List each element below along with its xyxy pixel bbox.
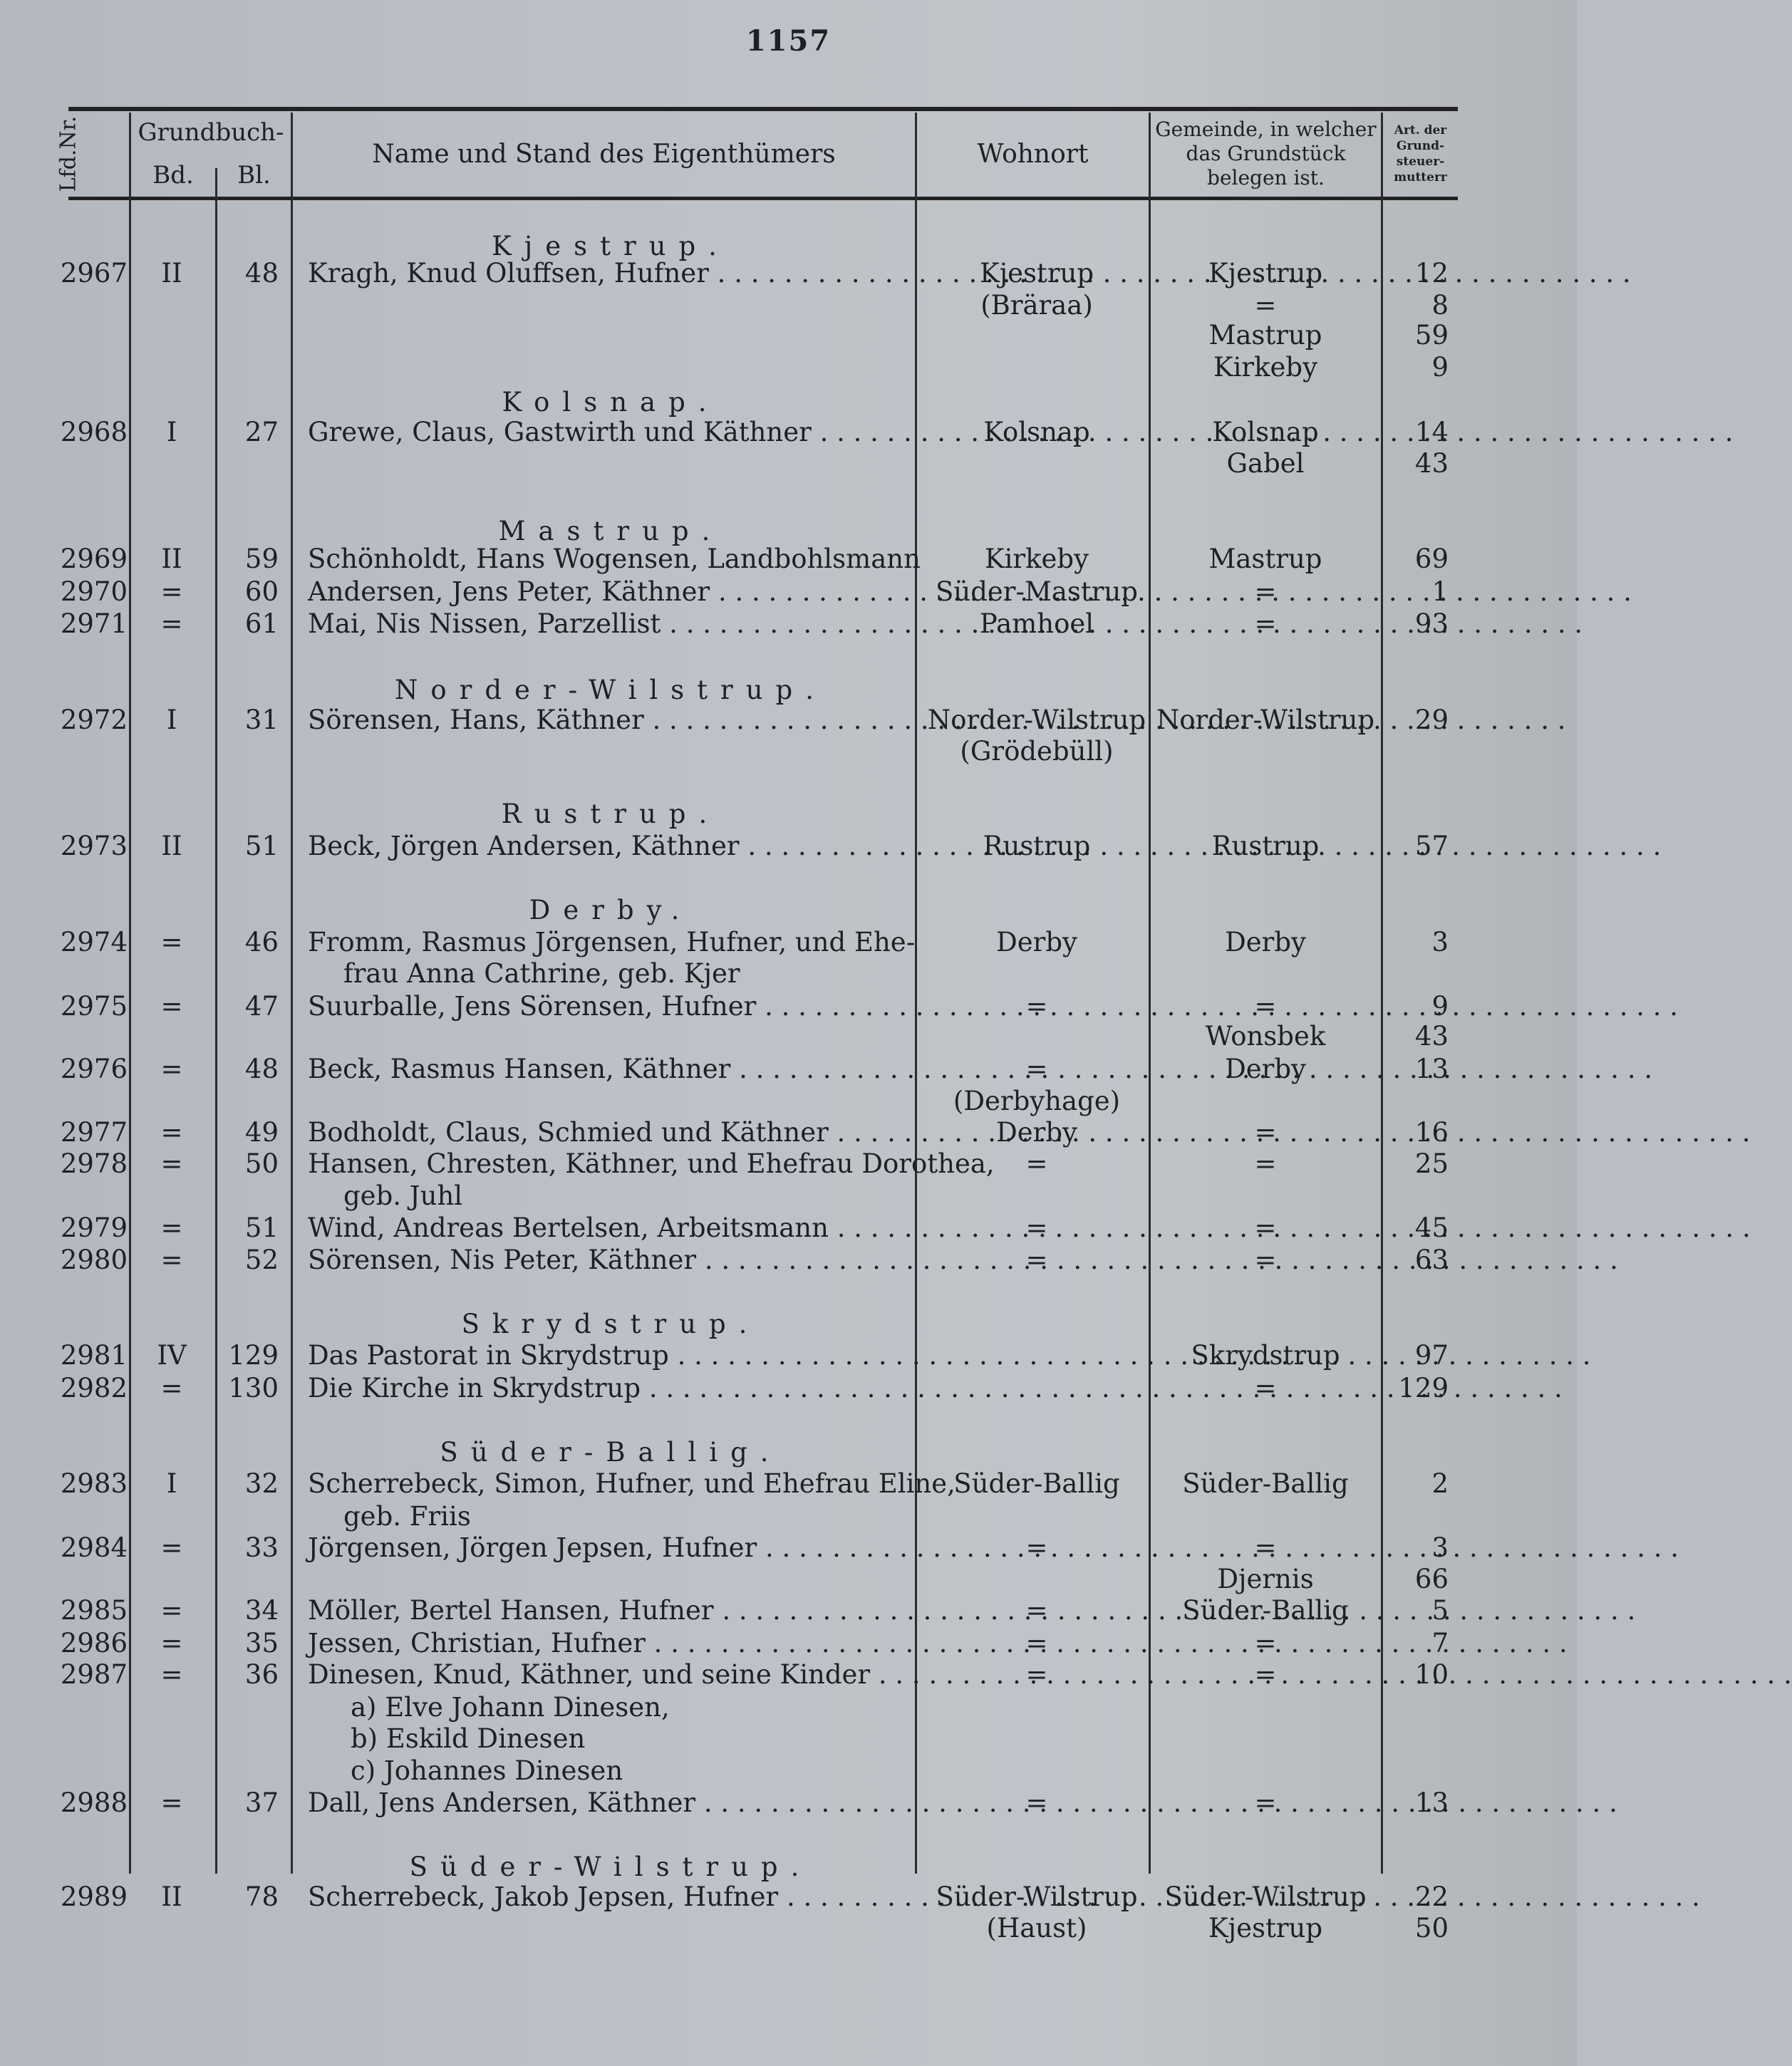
cell-gemeinde: Süder-Ballig (1182, 1595, 1349, 1626)
cell-wohnort: (Derbyhage) (953, 1086, 1121, 1116)
cell-art: 13 (1414, 1054, 1449, 1084)
section-heading: Süder-Ballig. (440, 1437, 782, 1468)
cell-nr: 2978 (60, 1148, 128, 1179)
table-row (0, 319, 1577, 352)
cell-wohnort: Norder-Wilstrup (927, 705, 1146, 735)
cell-name: geb. Juhl (343, 1180, 463, 1211)
cell-bd: II (161, 1881, 182, 1912)
header-wohnort (917, 111, 1149, 197)
table-row (0, 830, 1577, 863)
section-heading: Norder-Wilstrup. (395, 675, 827, 705)
cell-wohnort: = (1025, 1213, 1048, 1243)
table-row (0, 1116, 1577, 1149)
table-row (0, 1755, 1577, 1787)
cell-bd: = (160, 1054, 183, 1084)
cell-name: Sörensen, Nis Peter, Käthner . . . (308, 1244, 913, 1277)
cell-name: Sörensen, Hans, Käthner . . . (308, 704, 913, 737)
cell-bd: = (160, 1245, 183, 1275)
table-row (0, 1148, 1577, 1180)
cell-bl: 49 (244, 1117, 279, 1148)
cell-nr: 2970 (60, 576, 128, 607)
cell-gemeinde: = (1254, 1628, 1277, 1658)
cell-art: 66 (1414, 1564, 1449, 1594)
cell-bd: IV (157, 1340, 187, 1371)
cell-art: 3 (1431, 1532, 1449, 1563)
cell-art: 13 (1414, 1787, 1449, 1818)
cell-bl: 36 (244, 1659, 279, 1690)
cell-name: Grewe, Claus, Gastwirth und Käthner . . . (308, 416, 913, 449)
cell-art: 5 (1431, 1595, 1449, 1626)
cell-bd: I (166, 1468, 177, 1499)
header-art-line: steuer- (1396, 155, 1445, 169)
cell-wohnort: = (1025, 1245, 1048, 1275)
cell-bl: 51 (244, 1213, 279, 1243)
cell-bl: 48 (244, 1054, 279, 1084)
table-row (0, 257, 1577, 290)
cell-nr: 2981 (60, 1340, 128, 1371)
header-bd-label: Bd. (152, 161, 194, 190)
cell-gemeinde: Djernis (1217, 1564, 1314, 1594)
cell-gemeinde: Süder-Wilstrup (1164, 1881, 1367, 1912)
cell-gemeinde: Wonsbek (1205, 1021, 1326, 1052)
cell-wohnort: Süder-Ballig (953, 1468, 1120, 1499)
cell-name: Bodholdt, Claus, Schmied und Käthner . . . (308, 1116, 913, 1149)
cell-bd: = (160, 1659, 183, 1690)
cell-wohnort: = (1025, 1787, 1048, 1818)
cell-name: c) Johannes Dinesen (351, 1755, 623, 1786)
table-row (0, 447, 1577, 480)
section-heading: Skrydstrup. (461, 1309, 760, 1339)
cell-gemeinde: = (1254, 576, 1277, 607)
header-bl-label: Bl. (237, 161, 271, 190)
cell-bd: I (166, 705, 177, 735)
cell-art: 45 (1414, 1213, 1449, 1243)
cell-gemeinde: Süder-Ballig (1182, 1468, 1349, 1499)
cell-art: 59 (1414, 320, 1449, 351)
cell-gemeinde: Kolsnap (1212, 417, 1319, 447)
header-name (293, 111, 915, 197)
header-bottom-rule (68, 197, 1458, 200)
cell-bd: I (166, 417, 177, 447)
cell-nr: 2989 (60, 1881, 128, 1912)
cell-gemeinde: Gabel (1226, 448, 1305, 479)
cell-gemeinde: Derby (1225, 1054, 1306, 1084)
cell-gemeinde: Mastrup (1208, 544, 1322, 574)
cell-art: 2 (1431, 1468, 1449, 1499)
cell-wohnort: = (1025, 1532, 1048, 1563)
table-row (0, 957, 1577, 990)
section-heading: Mastrup. (498, 516, 723, 546)
cell-art: 97 (1414, 1340, 1449, 1371)
cell-art: 9 (1431, 352, 1449, 383)
cell-nr: 2968 (60, 417, 128, 447)
table-row (0, 1244, 1577, 1277)
table-row (0, 1468, 1577, 1500)
cell-name: Kragh, Knud Oluffsen, Hufner . . . (308, 257, 913, 290)
cell-gemeinde: = (1254, 1117, 1277, 1148)
cell-bl: 37 (244, 1787, 279, 1818)
cell-art: 93 (1414, 608, 1449, 639)
cell-wohnort: Süder-Mastrup (936, 576, 1138, 607)
table-row (0, 1372, 1577, 1405)
cell-wohnort: Pamhoel (979, 608, 1094, 639)
cell-nr: 2986 (60, 1628, 128, 1658)
table-row (0, 1212, 1577, 1245)
header-name-label: Name und Stand des Eigenthümers (372, 139, 836, 169)
table-row (0, 543, 1577, 576)
cell-bl: 52 (244, 1245, 279, 1275)
cell-gemeinde: = (1254, 1245, 1277, 1275)
header-art (1383, 111, 1458, 197)
cell-nr: 2980 (60, 1245, 128, 1275)
cell-bl: 34 (244, 1595, 279, 1626)
cell-name: Wind, Andreas Bertelsen, Arbeitsmann . . . (308, 1212, 913, 1245)
cell-wohnort: Kjestrup (979, 258, 1094, 289)
cell-name: a) Elve Johann Dinesen, (351, 1692, 670, 1723)
header-art-line: mutterr (1394, 170, 1447, 185)
cell-bd: II (161, 544, 182, 574)
cell-art: 1 (1431, 576, 1449, 607)
cell-gemeinde: Derby (1225, 927, 1306, 957)
cell-name: b) Eskild Dinesen (351, 1723, 586, 1754)
cell-gemeinde: Kjestrup (1208, 258, 1323, 289)
cell-name: Mai, Nis Nissen, Parzellist . . . (308, 608, 913, 640)
cell-name: Suurballe, Jens Sörensen, Hufner . . . (308, 990, 913, 1023)
cell-art: 43 (1414, 1021, 1449, 1052)
cell-gemeinde: Kjestrup (1208, 1913, 1323, 1943)
cell-bd: = (160, 927, 183, 957)
cell-wohnort: Rustrup (983, 831, 1091, 861)
cell-gemeinde: Skrydstrup (1191, 1340, 1340, 1371)
table-row (0, 1020, 1577, 1053)
section-heading: Rustrup. (501, 799, 720, 829)
cell-gemeinde: Kirkeby (1213, 352, 1318, 383)
header-gemeinde (1151, 111, 1381, 197)
cell-wohnort: (Grödebüll) (960, 736, 1114, 767)
table-row (0, 576, 1577, 608)
table-row (0, 1085, 1577, 1118)
cell-nr: 2985 (60, 1595, 128, 1626)
cell-bd: = (160, 991, 183, 1022)
section-heading: Süder-Wilstrup. (409, 1852, 812, 1882)
cell-name: Scherrebeck, Simon, Hufner, und Ehefrau Eline, (308, 1468, 955, 1499)
cell-bl: 27 (244, 417, 279, 447)
table-row (0, 1723, 1577, 1755)
cell-gemeinde: = (1254, 1659, 1277, 1690)
table-row (0, 1500, 1577, 1533)
header-gemeinde-line: Gemeinde, in welcher (1155, 118, 1377, 141)
cell-wohnort: = (1025, 1595, 1048, 1626)
cell-name: Die Kirche in Skrydstrup . . . (308, 1372, 913, 1405)
table-row (0, 1691, 1577, 1724)
cell-name: Jessen, Christian, Hufner . . . (308, 1627, 913, 1660)
cell-art: 3 (1431, 927, 1449, 957)
cell-bd: = (160, 1373, 183, 1403)
cell-bd: = (160, 1595, 183, 1626)
header-art-line: Grund- (1396, 139, 1445, 153)
cell-gemeinde: = (1254, 1148, 1277, 1179)
table-row (0, 704, 1577, 737)
cell-wohnort: Kolsnap (983, 417, 1090, 447)
header-grundbuch (131, 111, 291, 154)
cell-gemeinde: = (1254, 608, 1277, 639)
cell-nr: 2973 (60, 831, 128, 861)
page-number: 1157 (745, 24, 832, 58)
cell-art: 14 (1414, 417, 1449, 447)
table-row (0, 990, 1577, 1023)
cell-name: Dall, Jens Andersen, Käthner . . . (308, 1787, 913, 1820)
table-row (0, 1563, 1577, 1596)
cell-gemeinde: = (1254, 290, 1277, 321)
cell-name: Beck, Jörgen Andersen, Käthner . . . (308, 830, 913, 863)
header-gemeinde-line: belegen ist. (1207, 166, 1325, 190)
cell-art: 10 (1414, 1659, 1449, 1690)
cell-bl: 129 (228, 1340, 279, 1371)
cell-gemeinde: = (1254, 1213, 1277, 1243)
cell-art: 16 (1414, 1117, 1449, 1148)
section-heading: Kjestrup. (492, 231, 730, 261)
cell-name: Hansen, Chresten, Käthner, und Ehefrau Dorothea, (308, 1148, 995, 1179)
cell-bd: = (160, 1628, 183, 1658)
table-row (0, 1881, 1577, 1914)
cell-nr: 2977 (60, 1117, 128, 1148)
table-row (0, 1053, 1577, 1086)
cell-bl: 50 (244, 1148, 279, 1179)
cell-nr: 2967 (60, 258, 128, 289)
cell-wohnort: = (1025, 1628, 1048, 1658)
cell-bl: 31 (244, 705, 279, 735)
cell-bd: = (160, 1148, 183, 1179)
cell-bd: = (160, 608, 183, 639)
cell-wohnort: Süder-Wilstrup (936, 1881, 1138, 1912)
table-row (0, 926, 1577, 959)
cell-bd: = (160, 1532, 183, 1563)
cell-wohnort: = (1025, 1659, 1048, 1690)
cell-bl: 47 (244, 991, 279, 1022)
cell-name: Schönholdt, Hans Wogensen, Landbohlsmann (308, 544, 921, 574)
cell-bl: 51 (244, 831, 279, 861)
cell-wohnort: Derby (996, 1117, 1077, 1148)
table-row (0, 416, 1577, 449)
cell-nr: 2974 (60, 927, 128, 957)
cell-gemeinde: = (1254, 1532, 1277, 1563)
cell-name: Andersen, Jens Peter, Käthner . . . (308, 576, 913, 608)
cell-gemeinde: = (1254, 1787, 1277, 1818)
cell-nr: 2971 (60, 608, 128, 639)
table-row (0, 289, 1577, 322)
cell-art: 29 (1414, 705, 1449, 735)
section-heading: Derby. (529, 895, 693, 925)
cell-wohnort: Kirkeby (984, 544, 1089, 574)
cell-art: 63 (1414, 1245, 1449, 1275)
cell-wohnort: = (1025, 1054, 1048, 1084)
cell-name: Fromm, Rasmus Jörgensen, Hufner, und Ehe- (308, 927, 916, 957)
cell-wohnort: (Haust) (986, 1913, 1087, 1943)
cell-art: 57 (1414, 831, 1449, 861)
header-bl (217, 154, 291, 197)
cell-gemeinde: Norder-Wilstrup (1156, 705, 1375, 735)
cell-nr: 2969 (60, 544, 128, 574)
cell-wohnort: = (1025, 1148, 1048, 1179)
cell-bd: = (160, 1787, 183, 1818)
cell-art: 8 (1431, 290, 1449, 321)
cell-wohnort: Derby (996, 927, 1077, 957)
cell-bl: 78 (244, 1881, 279, 1912)
cell-art: 25 (1414, 1148, 1449, 1179)
header-wohnort-label: Wohnort (977, 139, 1089, 169)
cell-wohnort: = (1025, 991, 1048, 1022)
cell-name: Beck, Rasmus Hansen, Käthner . . . (308, 1053, 913, 1086)
cell-nr: 2979 (60, 1213, 128, 1243)
table-row (0, 1627, 1577, 1660)
table-row (0, 1594, 1577, 1627)
table-row (0, 1180, 1577, 1213)
table-row (0, 735, 1577, 768)
cell-bl: 35 (244, 1628, 279, 1658)
cell-name: Scherrebeck, Jakob Jepsen, Hufner . . . (308, 1881, 913, 1914)
cell-art: 69 (1414, 544, 1449, 574)
cell-wohnort: (Bräraa) (980, 290, 1093, 321)
cell-nr: 2982 (60, 1373, 128, 1403)
cell-nr: 2975 (60, 991, 128, 1022)
cell-gemeinde: Rustrup (1211, 831, 1320, 861)
cell-bl: 48 (244, 258, 279, 289)
cell-bl: 46 (244, 927, 279, 957)
cell-bl: 61 (244, 608, 279, 639)
cell-art: 43 (1414, 448, 1449, 479)
table-row (0, 1339, 1577, 1372)
cell-bl: 60 (244, 576, 279, 607)
cell-name: geb. Friis (343, 1501, 471, 1532)
cell-art: 22 (1414, 1881, 1449, 1912)
cell-name: Dinesen, Knud, Käthner, und seine Kinder . . . (308, 1658, 913, 1691)
cell-bl: 33 (244, 1532, 279, 1563)
cell-gemeinde: = (1254, 1373, 1277, 1403)
cell-art: 9 (1431, 991, 1449, 1022)
cell-name: frau Anna Cathrine, geb. Kjer (343, 958, 740, 989)
header-bd (131, 154, 215, 197)
section-heading: Kolsnap. (502, 387, 720, 417)
table-row (0, 608, 1577, 640)
cell-nr: 2987 (60, 1659, 128, 1690)
table-row (0, 1658, 1577, 1691)
cell-bl: 130 (228, 1373, 279, 1403)
cell-nr: 2972 (60, 705, 128, 735)
cell-nr: 2983 (60, 1468, 128, 1499)
table-row (0, 1912, 1577, 1945)
cell-name: Jörgensen, Jörgen Jepsen, Hufner . . . (308, 1532, 913, 1564)
table-row (0, 1532, 1577, 1564)
cell-bd: = (160, 1213, 183, 1243)
header-grundbuch-label: Grundbuch- (138, 118, 284, 147)
table-row (0, 1787, 1577, 1820)
header-art-line: Art. der (1394, 123, 1447, 137)
cell-name: Das Pastorat in Skrydstrup . . . (308, 1339, 892, 1372)
cell-nr: 2984 (60, 1532, 128, 1563)
cell-art: 12 (1414, 258, 1449, 289)
cell-bd: = (160, 1117, 183, 1148)
cell-nr: 2976 (60, 1054, 128, 1084)
cell-gemeinde: = (1254, 991, 1277, 1022)
table-row (0, 351, 1577, 384)
cell-nr: 2988 (60, 1787, 128, 1818)
cell-bl: 59 (244, 544, 279, 574)
cell-bd: II (161, 831, 182, 861)
cell-name: Möller, Bertel Hansen, Hufner . . . (308, 1594, 913, 1627)
header-lfd-nr: Lfd.Nr. (56, 115, 81, 192)
cell-art: 129 (1398, 1373, 1449, 1403)
cell-bd: = (160, 576, 183, 607)
cell-bd: II (161, 258, 182, 289)
cell-art: 50 (1414, 1913, 1449, 1943)
cell-bl: 32 (244, 1468, 279, 1499)
cell-gemeinde: Mastrup (1208, 320, 1322, 351)
header-gemeinde-line: das Grundstück (1186, 142, 1346, 165)
cell-art: 7 (1431, 1628, 1449, 1658)
